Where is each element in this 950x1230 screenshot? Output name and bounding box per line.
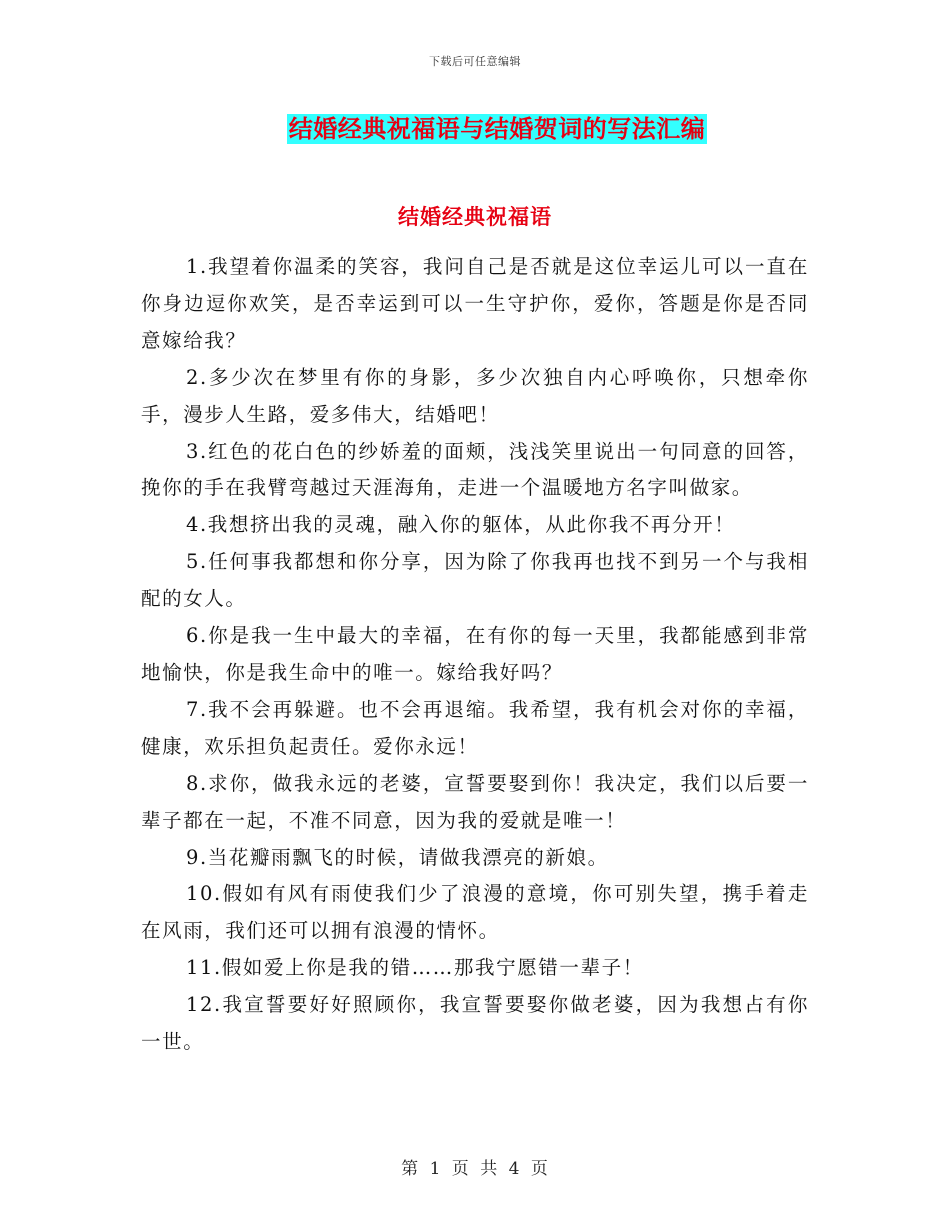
section-title: 结婚经典祝福语 [398,204,552,229]
paragraph-2: 2.多少次在梦里有你的身影，多少次独自内心呼唤你，只想牵你手，漫步人生路，爱多伟大，结婚吧！ [141,365,809,426]
paragraph-5: 5.任何事我都想和你分享，因为除了你我再也找不到另一个与我相配的女人。 [141,550,809,611]
paragraph-8: 8.求你，做我永远的老婆，宣誓要娶到你！我决定，我们以后要一辈子都在一起，不准不同意，因为我的爱就是唯一！ [141,771,809,832]
header-note: 下载后可任意编辑 [429,55,521,68]
page-number-footer: 第 1 页 共 4 页 [401,1159,549,1179]
paragraph-3: 3.红色的花白色的纱娇羞的面颊，浅浅笑里说出一句同意的回答，挽你的手在我臂弯越过天涯海角，走进一个温暖地方名字叫做家。 [141,439,809,500]
paragraph-9: 9.当花瓣雨飘飞的时候，请做我漂亮的新娘。 [186,845,609,869]
paragraph-4: 4.我想挤出我的灵魂，融入你的躯体，从此你我不再分开！ [186,513,736,537]
paragraph-6: 6.你是我一生中最大的幸福，在有你的每一天里，我都能感到非常地愉快，你是我生命中的唯一。嫁给我好吗？ [141,624,809,684]
paragraph-7: 7.我不会再躲避。也不会再退缩。我希望，我有机会对你的幸福，健康，欢乐担负起责任。爱你永远！ [141,697,809,758]
main-title-container [0,114,950,144]
paragraph-11: 11.假如爱上你是我的错……那我宁愿错一辈子！ [186,956,644,980]
document-body [141,249,809,1061]
main-title: 结婚经典祝福语与结婚贺词的写法汇编 [288,114,706,143]
paragraph-12: 12.我宣誓要好好照顾你，我宣誓要娶你做老婆，因为我想占有你一世。 [141,993,809,1054]
paragraph-1: 1.我望着你温柔的笑容，我问自己是否就是这位幸运儿可以一直在你身边逗你欢笑，是否幸运到可以一生守护你，爱你，答题是你是否同意嫁给我？ [141,255,809,352]
paragraph-10: 10.假如有风有雨使我们少了浪漫的意境，你可别失望，携手着走在风雨，我们还可以拥有浪漫的情怀。 [141,882,809,943]
